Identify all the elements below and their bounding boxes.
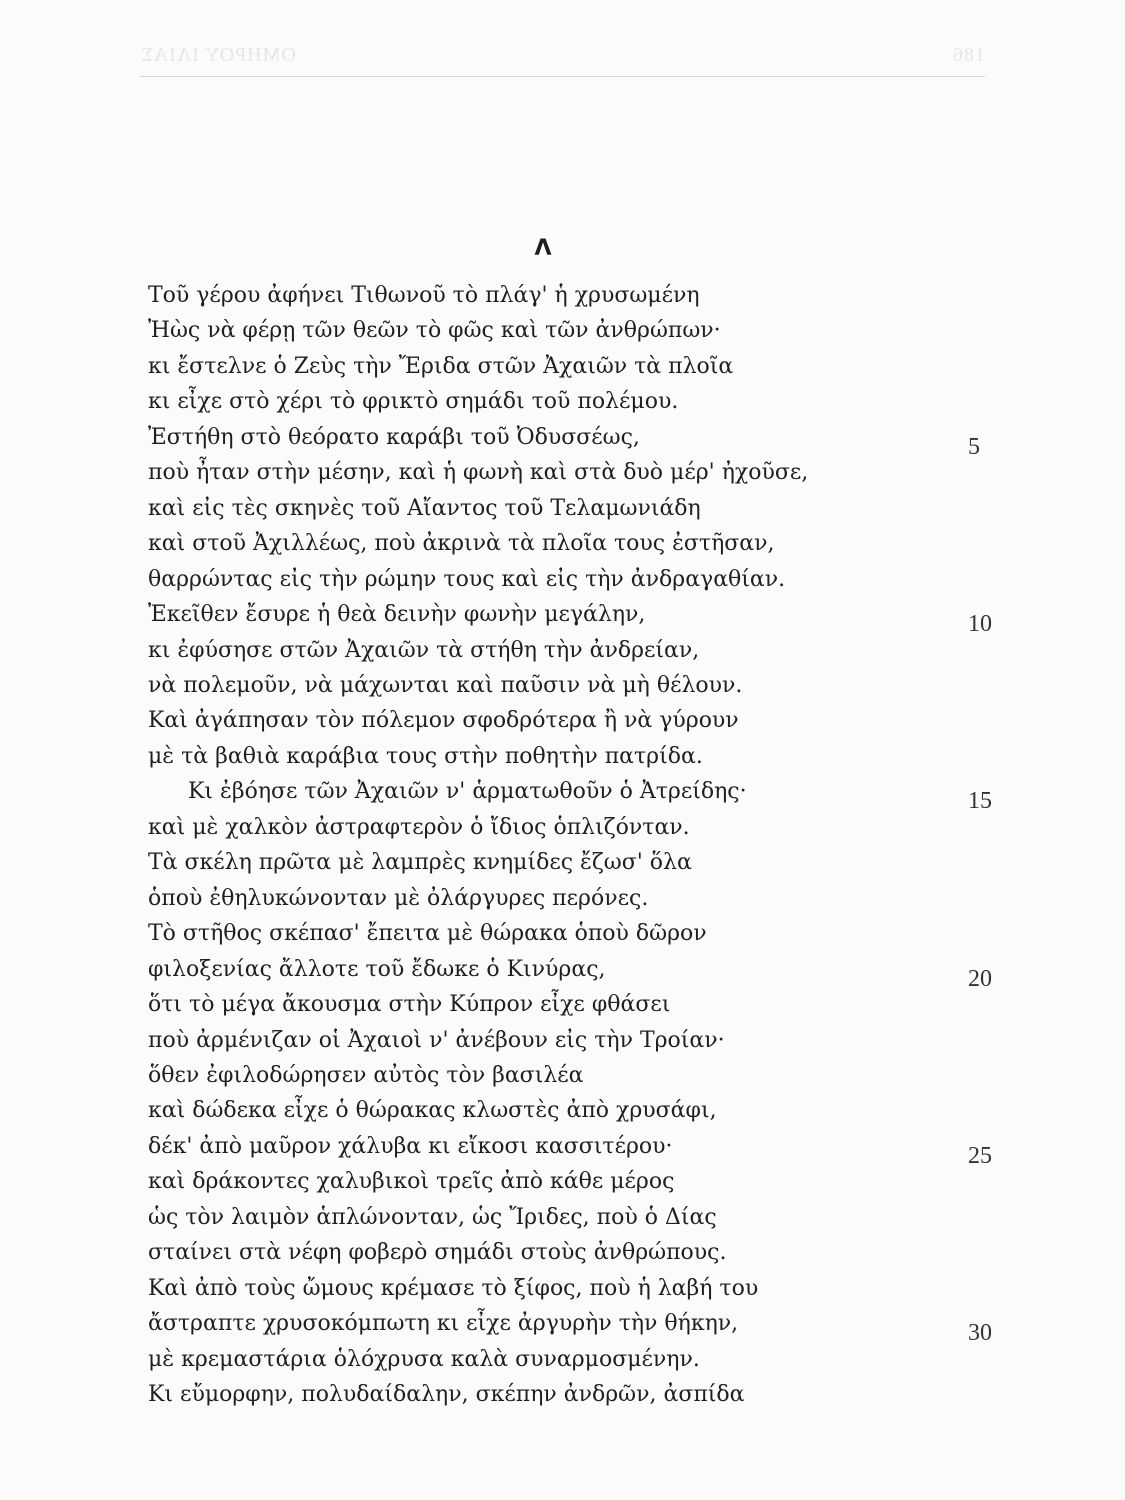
line-number: 30 [968,1320,992,1347]
verse-text: καὶ δράκοντες χαλυβικοὶ τρεῖς ἀπὸ κάθε μέρος [148,1169,675,1195]
verse-text: Τοῦ γέρου ἀφήνει Τιθωνοῦ τὸ πλάγ' ἡ χρυσωμένη [148,283,700,308]
line-number: 15 [968,788,992,815]
verse-text: Κι εὔμορφην, πολυδαίδαλην, σκέπην ἀνδρῶν, ἀσπίδα [148,1382,745,1407]
verse-text: Κι ἐβόησε τῶν Ἀχαιῶν ν' ἁρματωθοῦν ὁ Ἀτρείδης· [188,779,747,805]
bleed-through-rule [140,76,985,77]
verse-text: Τὸ στῆθος σκέπασ' ἔπειτα μὲ θώρακα ὁποὺ δῶρον [148,921,707,947]
verse-text: μὲ τὰ βαθιὰ καράβια τους στὴν ποθητὴν πατρίδα. [148,743,703,769]
verse-line [0,848,1125,878]
verse-text: Καὶ ἀπὸ τοὺς ὤμους κρέμασε τὸ ξίφος, ποὺ ἡ λαβή του [148,1275,759,1301]
verse-text: Ἐκεῖθεν ἔσυρε ἡ θεὰ δεινὴν φωνὴν μεγάλην, [148,602,646,627]
verse-text: καὶ στοῦ Ἀχιλλέως, ποὺ ἀκρινὰ τὰ πλοῖα τους ἐστῆσαν, [148,531,775,557]
verse-line [0,1132,1125,1169]
verse-text: ὅτι τὸ μέγα ἄκουσμα στὴν Κύπρον εἶχε φθάσει [148,992,671,1017]
line-number: 20 [968,965,992,992]
verse-text: Ἠὼς νὰ φέρῃ τῶν θεῶν τὸ φῶς καὶ τῶν ἀνθρώπων· [148,318,721,344]
verse-line [0,671,1125,701]
verse-line [0,1274,1125,1304]
line-number: 25 [968,1142,992,1169]
verse-text: σταίνει στὰ νέφη φοβερὸ σημάδι στοὺς ἀνθρώπους. [148,1240,727,1266]
verse-text: κι ἔστελνε ὁ Ζεὺς τὴν Ἔριδα στῶν Ἀχαιῶν τὰ πλοῖα [148,353,734,379]
verse-text: Ἐστήθη στὸ θεόρατο καράβι τοῦ Ὀδυσσέως, [148,424,640,450]
verse-line [0,281,1125,311]
verse-line [0,955,1125,992]
verse-line [0,884,1125,914]
verse-text: καὶ δώδεκα εἶχε ὁ θώρακας κλωστὲς ἀπὸ χρυσάφι, [148,1098,717,1124]
verse-line [0,1345,1125,1375]
verse-line [0,990,1125,1020]
verse-line [0,706,1125,736]
verse-line [0,919,1125,949]
verse-text: Καὶ ἀγάπησαν τὸν πόλεμον σφοδρότερα ἢ νὰ γύρουν [148,708,739,734]
verse-line [0,636,1125,666]
verse-line [0,1061,1125,1091]
verse-text: φιλοξενίας ἄλλοτε τοῦ ἔδωκε ὁ Κινύρας, [148,956,606,982]
verse-line [0,1203,1125,1233]
line-number: 5 [968,433,980,460]
verse-line [0,316,1125,346]
verse-text: κι εἶχε στὸ χέρι τὸ φρικτὸ σημάδι τοῦ πολέμου. [148,389,679,415]
verse-line [0,1309,1125,1347]
verse-line [0,742,1125,772]
verse-text: καὶ μὲ χαλκὸν ἀστραφτερὸν ὁ ἴδιος ὁπλιζόνταν. [148,814,690,840]
verse-text: δέκ' ἀπὸ μαῦρον χάλυβα κι εἴκοσι κασσιτέρου· [148,1133,673,1159]
verse-line [0,1380,1125,1410]
verse-line [0,387,1125,417]
verse-text: θαρρώντας εἰς τὴν ρώμην τους καὶ εἰς τὴν ἀνδραγαθίαν. [148,566,786,592]
verse-text: ἄστραπτε χρυσοκόμπωτη κι εἶχε ἀργυρὴν τὴν θήκην, [148,1311,739,1337]
verse-text: μὲ κρεμαστάρια ὁλόχρυσα καλὰ συναρμοσμένην. [148,1346,700,1372]
verse-line [0,1096,1125,1126]
verse-line [0,458,1125,488]
verse-text: ποὺ ἀρμένιζαν οἱ Ἀχαιοὶ ν' ἀνέβουν εἰς τὴν Τροίαν· [148,1027,725,1053]
verse-text: ποὺ ἦταν στὴν μέσην, καὶ ἡ φωνὴ καὶ στὰ δυὸ μέρ' ἠχοῦσε, [148,460,809,486]
verse-line [0,565,1125,595]
verse-line [0,1167,1125,1197]
line-number: 10 [968,611,992,637]
verse-line [0,1026,1125,1056]
verse-line [0,813,1125,843]
verse-text: Τὰ σκέλη πρῶτα μὲ λαμπρὲς κνημίδες ἔζωσ' ὅλα [148,850,692,876]
verse-line [0,600,1125,637]
verse-text: ὁποὺ ἐθηλυκώνονταν μὲ ὀλάργυρες περόνες. [148,885,649,911]
verse-text: ὅθεν ἐφιλοδώρησεν αὐτὸς τὸν βασιλέα [148,1062,584,1088]
verse-text: ὡς τὸν λαιμὸν ἁπλώνονταν, ὡς Ἴριδες, ποὺ ὁ Δίας [148,1204,717,1230]
verse-text: νὰ πολεμοῦν, νὰ μάχωνται καὶ παῦσιν νὰ μὴ θέλουν. [148,673,743,698]
book-letter-heading: Λ [534,236,552,261]
verse-line [0,529,1125,559]
verse-line [0,423,1125,460]
verse-text: καὶ εἰς τὲς σκηνὲς τοῦ Αἴαντος τοῦ Τελαμωνιάδη [148,495,701,521]
verse-line [0,494,1125,524]
verse-line [0,352,1125,382]
verse-text: κι ἐφύσησε στῶν Ἀχαιῶν τὰ στήθη τὴν ἀνδρείαν, [148,637,700,663]
bleed-through-header: ΟΜΗΡΟΥ ΙΛΙΑΣ 186 [140,44,985,66]
verse-line [0,777,1125,815]
verse-line [0,1238,1125,1268]
